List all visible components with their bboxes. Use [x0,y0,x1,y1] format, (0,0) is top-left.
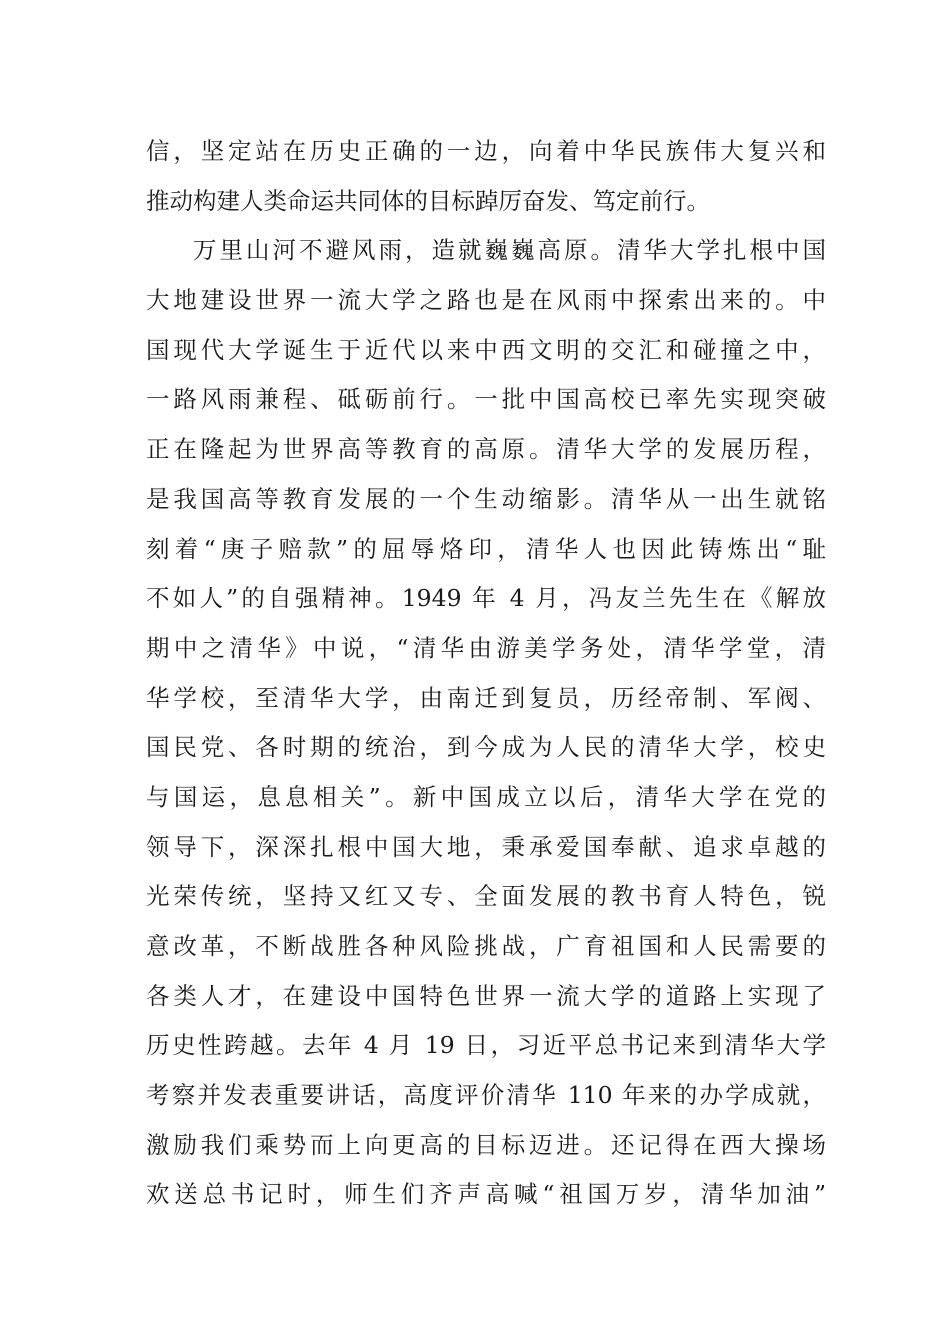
text-line-5: 国现代大学诞生于近代以来中西文明的交汇和碰撞之中， [146,335,826,364]
text-line-18: 各类人才，在建设中国特色世界一流大学的道路上实现了 [146,981,826,1010]
text-line-17: 意改革，不断战胜各种风险挑战，广育祖国和人民需要的 [146,932,826,960]
text-line-10: 不如人”的自强精神。1949 年 4 月，冯友兰先生在《解放 [146,584,826,613]
text-line-8: 是我国高等教育发展的一个生动缩影。清华从一出生就铭 [146,484,826,513]
text-line-7: 正在隆起为世界高等教育的高原。清华大学的发展历程， [146,435,826,464]
text-line-12: 华学校，至清华大学，由南迁到复员，历经帝制、军阀、 [146,683,826,712]
text-line-11: 期中之清华》中说，“清华由游美学务处，清华学堂，清 [146,633,826,662]
text-line-19: 历史性跨越。去年 4 月 19 日，习近平总书记来到清华大学 [146,1031,826,1060]
text-line-14: 与国运，息息相关”。新中国成立以后，清华大学在党的 [146,782,826,811]
text-line-3: 万里山河不避风雨，造就巍巍高原。清华大学扎根中国 [193,236,826,265]
text-line-22: 欢送总书记时，师生们齐声高喊“祖国万岁，清华加油” [146,1180,826,1209]
body-text [146,127,826,1220]
text-line-16: 光荣传统，坚持又红又专、全面发展的教书育人特色，锐 [146,882,826,911]
text-line-6: 一路风雨兼程、砥砺前行。一批中国高校已率先实现突破 [146,385,826,414]
text-line-1: 信，坚定站在历史正确的一边，向着中华民族伟大复兴和 [146,137,826,165]
text-line-9: 刻着“庚子赔款”的屈辱烙印，清华人也因此铸炼出“耻 [146,534,826,563]
text-line-4: 大地建设世界一流大学之路也是在风雨中探索出来的。中 [146,286,826,315]
text-line-2: 推动构建人类命运共同体的目标踔厉奋发、笃定前行。 [146,186,710,215]
text-line-21: 激励我们乘势而上向更高的目标迈进。还记得在西大操场 [146,1130,826,1159]
text-line-20: 考察并发表重要讲话，高度评价清华 110 年来的办学成就， [146,1081,826,1110]
text-line-15: 领导下，深深扎根中国大地，秉承爱国奉献、追求卓越的 [146,832,826,861]
text-line-13: 国民党、各时期的统治，到今成为人民的清华大学，校史 [146,733,826,762]
